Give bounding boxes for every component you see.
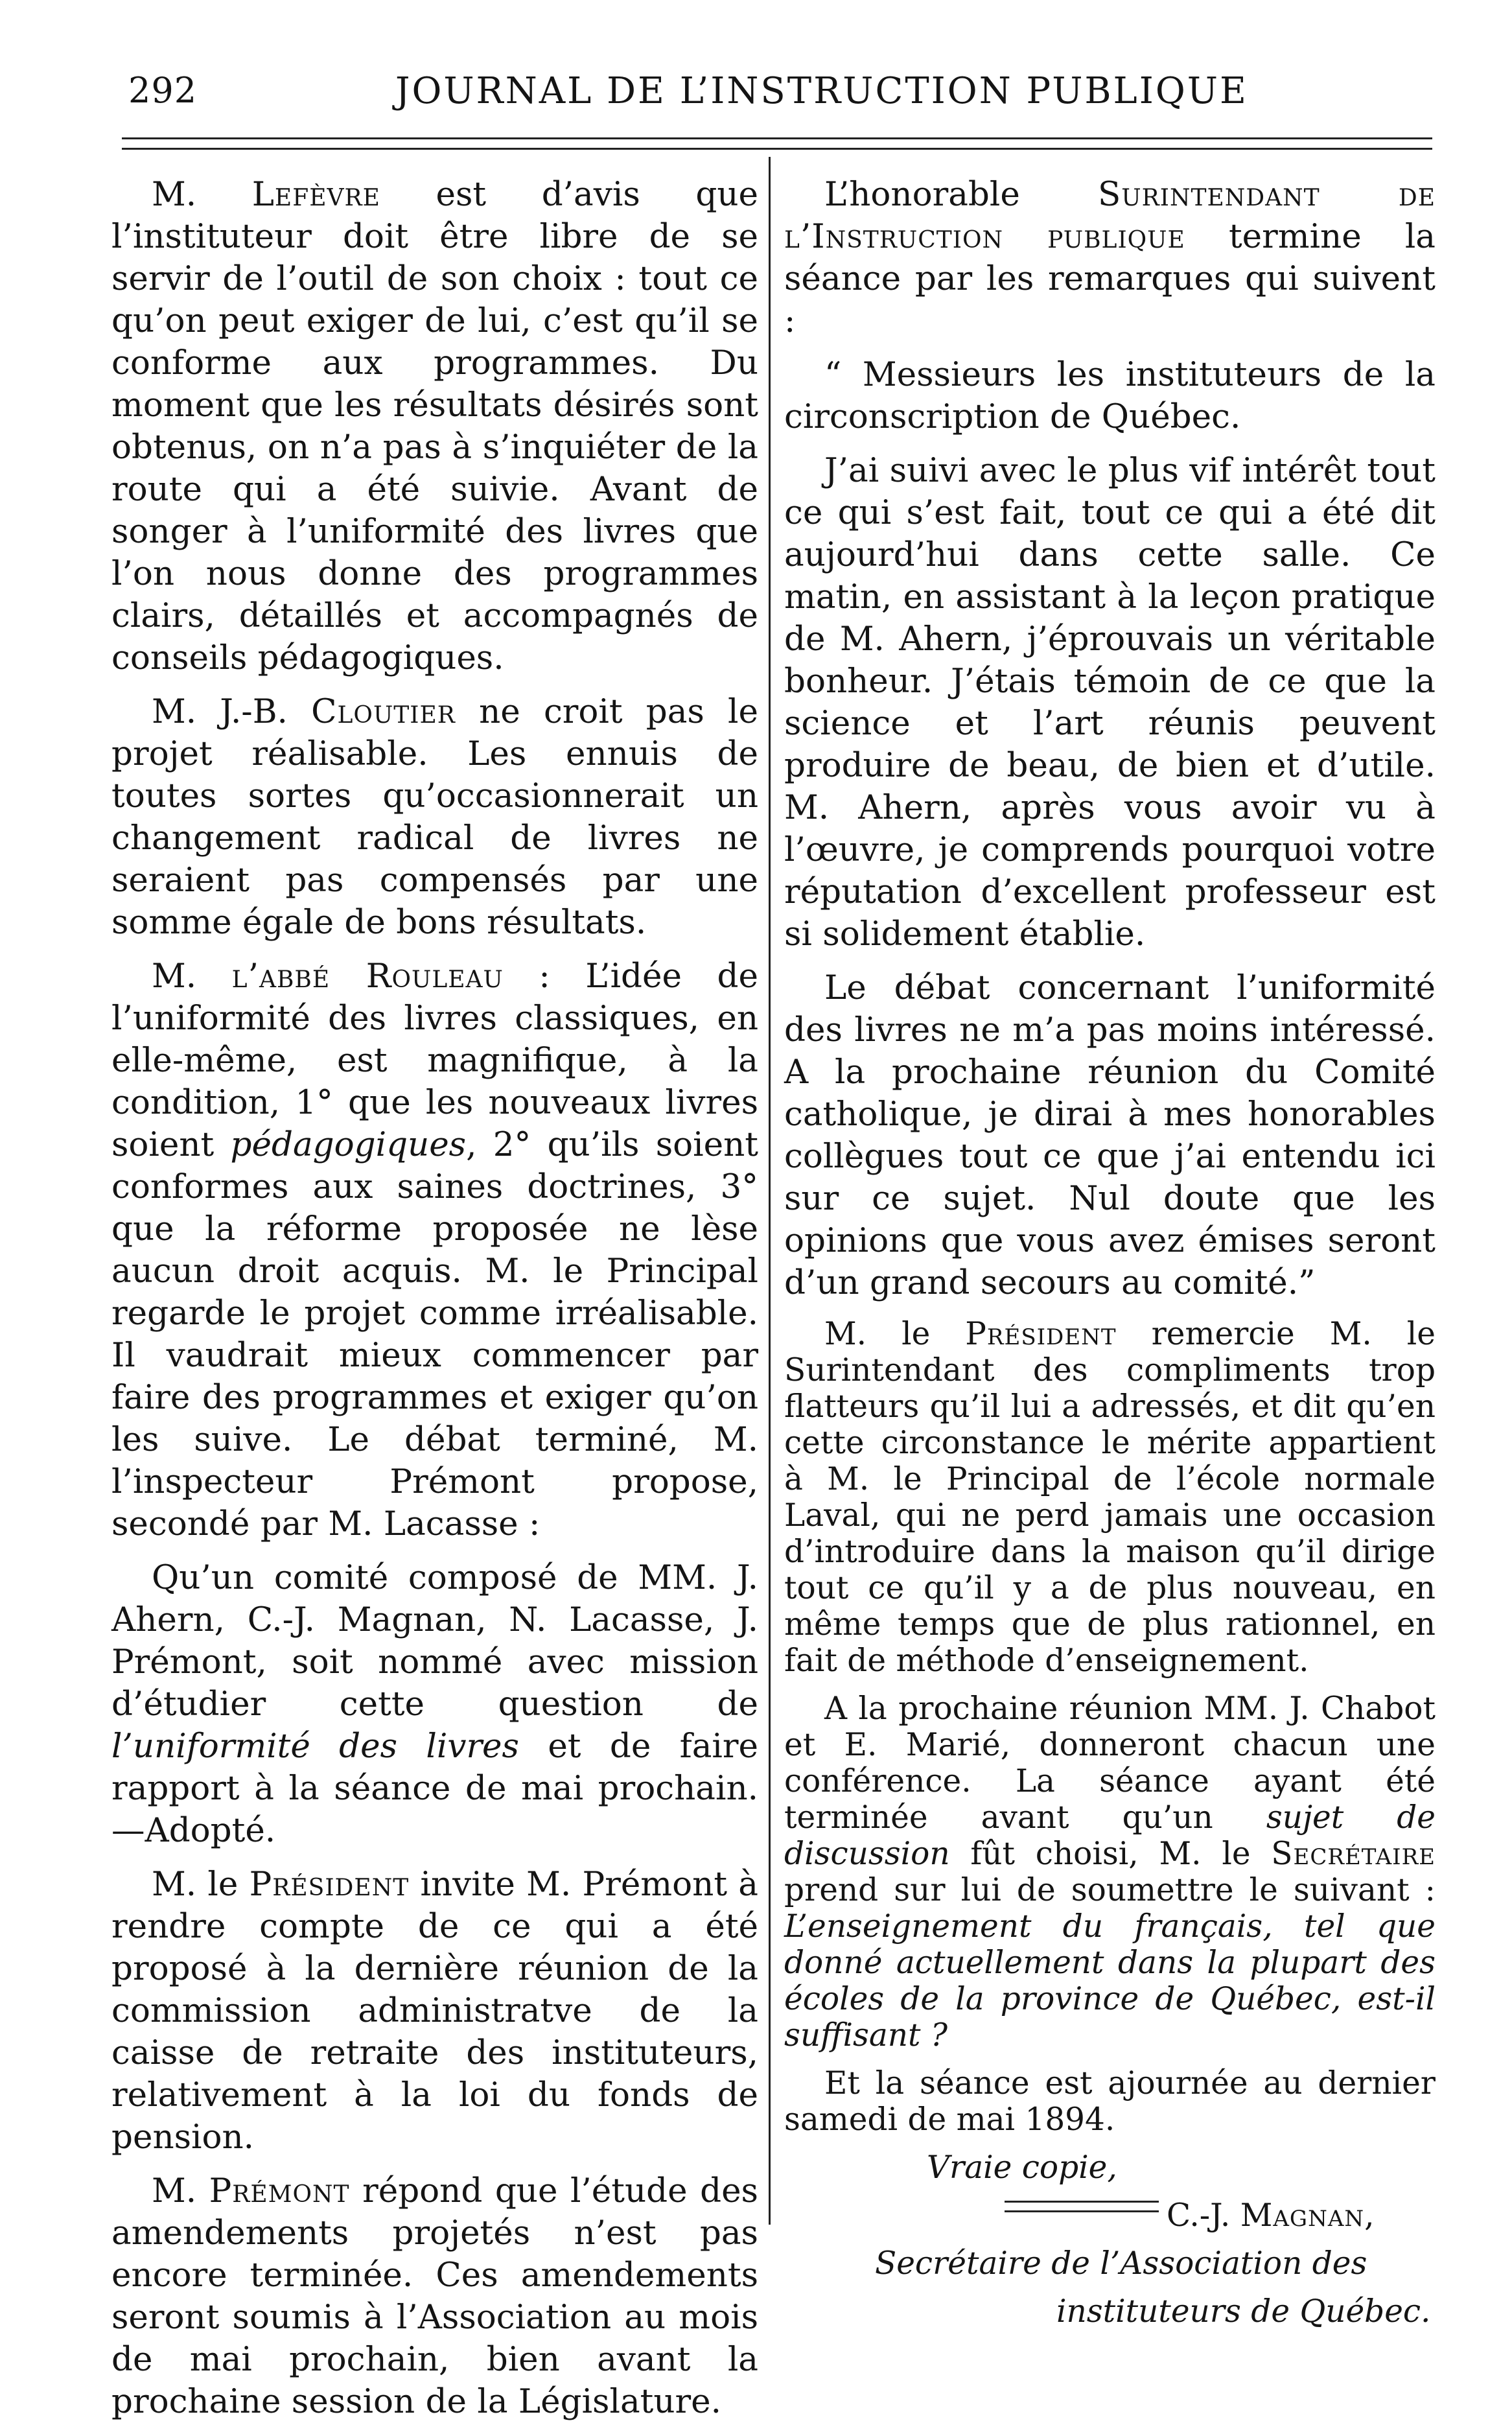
paragraph-lefevre [111, 174, 758, 679]
paragraph-cloutier [111, 691, 758, 944]
page-number: 292 [128, 70, 198, 111]
paragraph-president-invite [111, 1864, 758, 2159]
discussion-topic: L’enseignement du français, tel que donné actuellement dans la plupart des écoles de la province de Québec, est-il suffisant ? [784, 1908, 1436, 2054]
paragraph-prefix: L’honorable [824, 175, 1099, 214]
paragraph-prefix: M. [152, 957, 232, 996]
paragraph-text: est d’avis que l’instituteur doit être libre de se servir de l’outil de son choix : tout ce qu’on peut exiger de lui, c’est qu’il se conforme aux programmes. Du moment que les résultats désirés sont obtenus, on n’a pas à s’inquiéter de la route qui a été suivie. Avant de songer à l’uniformité des livres que l’on nous donne des programmes clairs, détaillés et accompagnés de conseils pédagogiques. [111, 175, 758, 677]
italic-term: sujet de discussion [784, 1799, 1436, 1872]
paragraph-text: remercie M. le Surintendant des compliments trop flatteurs qu’il lui a adressés, et dit qu’en cette circonstance le mérite appartient à M. le Principal de l’école normale Laval, qui ne perd jamais une occasion d’introduire dans la maison qu’il dirige tout ce qu’il y a de plus nouveau, en même temps que de plus rationnel, en fait de méthode d’enseignement. [784, 1316, 1436, 1679]
paragraph-text: et de faire rapport à la séance de mai prochain.—Adopté. [111, 1727, 758, 1850]
signature-copy-note: Vraie copie, [927, 2149, 1117, 2186]
column-divider [769, 157, 771, 2225]
signature-name [784, 2197, 1436, 2234]
paragraph-prefix: M. [152, 2171, 209, 2210]
signature-role-line1: Secrétaire de l’Association des [875, 2245, 1367, 2282]
running-title: JOURNAL DE L’INSTRUCTION PUBLIQUE [395, 70, 1248, 112]
signature-punctuation: , [1364, 2197, 1375, 2234]
header-rule-top [122, 137, 1432, 139]
page-header [110, 62, 1432, 121]
paragraph-address-ahern: J’ai suivi avec le plus vif intérêt tout ce qui s’est fait, tout ce qui a été dit aujourd’hui dans cette salle. Ce matin, en assistant à la leçon pratique de M. Ahern, j’éprouvais un véritable bonheur. J’étais témoin de ce que la science et l’art réunis peuvent produire de beau, de bien et d’utile. M. Ahern, après vous avoir vu à l’œuvre, je comprends pourquoi votre réputation d’excellent professeur est si solidement établie. [784, 451, 1436, 954]
paragraph-prefix: M. le [152, 1865, 250, 1904]
paragraph-prefix: M. le [824, 1316, 966, 1352]
paragraph-text: prend sur lui de soumettre le suivant : [784, 1872, 1436, 1908]
paragraph-text: , 2° qu’ils soient conformes aux saines doctrines, 3° que la réforme proposée ne lèse aucun droit acquis. M. le Principal regarde le projet comme irréalisable. Il vaudrait mieux commencer par faire des programmes et exiger qu’on les suive. Le débat terminé, M. l’inspecteur Prémont propose, secondé par M. Lacasse : [111, 1125, 758, 1543]
paragraph-address-debat: Le débat concernant l’uniformité des livres ne m’a pas moins intéressé. A la prochaine réunion du Comité catholique, je dirai à mes honorables collègues tout ce que j’ai entendu ici sur ce sujet. Nul doute que les opinions que vous avez émises seront d’un grand secours au comité.” [784, 968, 1436, 1302]
paragraph-text: ne croit pas le projet réalisable. Les ennuis de toutes sortes qu’occasionnerait un changement radical de livres ne seraient pas compensés par une somme égale de bons résultats. [111, 692, 759, 942]
paragraph-text: invite M. Prémont à rendre compte de ce qui a été proposé à la dernière réunion de la commission administratve de la caisse de retraite des instituteurs, relativement à la loi du fonds de pension. [111, 1865, 759, 2157]
paragraph-address-opening: “ Messieurs les instituteurs de la circonscription de Québec. [784, 355, 1436, 436]
paragraph-prefix: M. J.-B. [152, 692, 312, 731]
end-rule-bottom [1005, 2210, 1159, 2212]
paragraph-adjourned: Et la séance est ajournée au dernier samedi de mai 1894. [784, 2065, 1436, 2138]
signature-initials: C.-J. [1167, 2197, 1240, 2234]
paragraph-premont [111, 2170, 758, 2423]
signature-role-line2: instituteurs de Québec. [1056, 2293, 1431, 2330]
end-rule-top [1005, 2201, 1159, 2203]
paragraph-rouleau [111, 955, 758, 1545]
speaker-name: Secrétaire [1271, 1836, 1436, 1872]
paragraph-surintendant [784, 174, 1436, 342]
speaker-name: Cloutier [311, 692, 456, 731]
paragraph-text: Qu’un comité composé de MM. J. Ahern, C.-J. Magnan, N. Lacasse, J. Prémont, soit nommé avec mission d’étudier cette question de [111, 1558, 758, 1724]
right-column [784, 174, 1436, 2330]
paragraph-text: répond que l’étude des amendements projetés n’est pas encore terminée. Ces amendements seront soumis à l’Association au mois de mai prochain, bien avant la prochaine session de la Législature. [111, 2171, 758, 2421]
paragraph-motion [111, 1557, 758, 1852]
speaker-name: l’abbé Rouleau [231, 957, 504, 996]
paragraph-next-meeting [784, 1691, 1436, 2054]
speaker-name: Surintendant de l’Instruction publique [784, 175, 1436, 256]
speaker-name: Prémont [209, 2171, 350, 2210]
paragraph-text: A la prochaine réunion MM. J. Chabot et E. Marié, donneront chacun une conférence. La séance ayant été terminée avant qu’un [784, 1691, 1436, 1836]
italic-term: pédagogiques [230, 1125, 467, 1164]
header-rule-bottom [122, 148, 1432, 150]
speaker-name: Président [965, 1316, 1117, 1352]
signature-surname: Magnan [1240, 2197, 1365, 2234]
paragraph-president-thanks [784, 1316, 1436, 1679]
paragraph-text: termine la séance par les remarques qui suivent : [784, 217, 1436, 340]
paragraph-prefix: M. [152, 175, 252, 214]
speaker-name: Lefèvre [251, 175, 380, 214]
paragraph-text: fût choisi, M. le [949, 1836, 1272, 1872]
italic-term: l’uniformité des livres [111, 1727, 519, 1766]
paragraph-text: : L’idée de l’uniformité des livres classiques, en elle-même, est magnifique, à la condition, 1° que les nouveaux livres soient [111, 957, 758, 1164]
speaker-name: Président [249, 1865, 410, 1904]
left-column [111, 174, 758, 2423]
